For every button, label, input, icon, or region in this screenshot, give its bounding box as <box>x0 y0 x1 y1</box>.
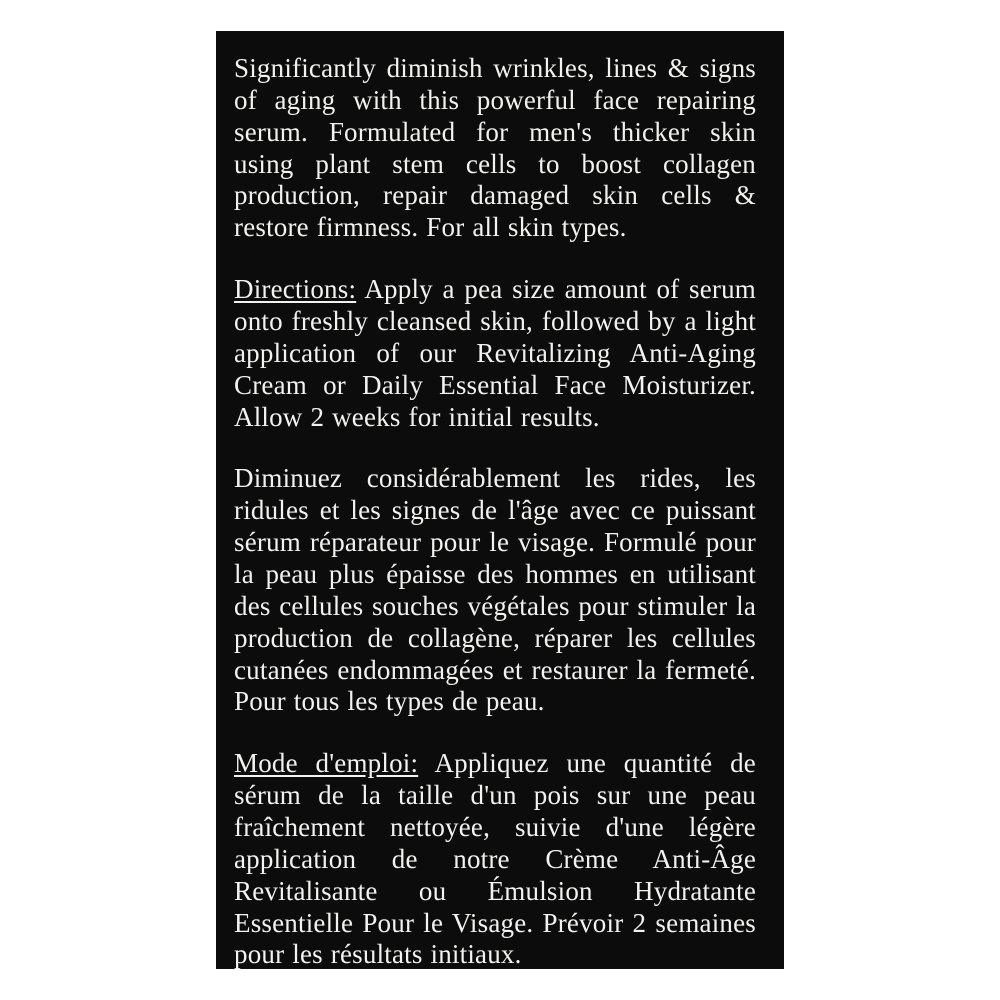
directions-heading-en: Directions: <box>234 274 357 305</box>
paragraph-en-description <box>234 53 756 244</box>
directions-heading-fr: Mode d'emploi: <box>234 748 419 779</box>
product-label-panel <box>216 31 784 969</box>
paragraph-fr-directions <box>234 748 756 969</box>
paragraph-text: Apply a pea size amount of serum onto freshly cleansed skin, followed by a light application of our Revitalizing Anti-Aging Cream or Daily Essential Face Moisturizer. Allow 2 weeks for initial results. <box>234 274 756 432</box>
paragraph-text: Appliquez une quantité de sérum de la taille d'un pois sur une peau fraîchement nettoyée, suivie d'une légère application de notre Crème Anti-Âge Revitalisante ou Émulsion Hydratante Essentielle Pour le Visage. Prévoir 2 semaines pour les résultats initiaux. <box>234 748 756 969</box>
paragraph-text: Diminuez considérablement les rides, les ridules et les signes de l'âge avec ce puissant sérum réparateur pour le visage. Formulé pour la peau plus épaisse des hommes en utilisant des cellules souches végétales pour stimuler la production de collagène, réparer les cellules cutanées endommagées et restaurer la fermeté. Pour tous les types de peau. <box>234 463 756 717</box>
paragraph-en-directions <box>234 274 756 433</box>
paragraph-fr-description <box>234 463 756 718</box>
paragraph-text: Significantly diminish wrinkles, lines & signs of aging with this powerful face repairing serum. Formulated for men's thicker skin using plant stem cells to boost collagen production, repair damaged skin cells & restore firmness. For all skin types. <box>234 53 756 243</box>
